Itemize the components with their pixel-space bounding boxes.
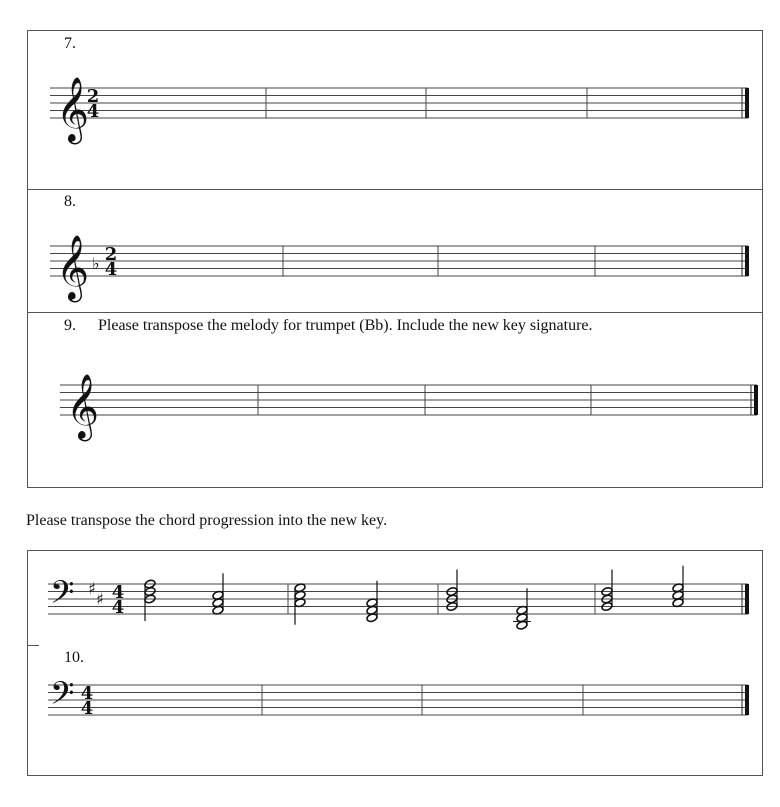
time-signature-top: 4 — [111, 582, 125, 603]
treble-clef-icon: 𝄞 — [56, 77, 90, 142]
time-signature-top: 2 — [86, 86, 100, 107]
exercise-10-number: 10. — [64, 649, 84, 666]
sharp-accidental: ♯ — [88, 579, 96, 598]
time-signature-bottom: 4 — [111, 597, 125, 618]
exercise-8-number: 8. — [64, 193, 76, 210]
flat-accidental: ♭ — [92, 253, 100, 273]
time-signature-bottom: 4 — [80, 698, 94, 719]
time-signature-top: 2 — [104, 244, 118, 265]
treble-clef-icon: 𝄞 — [66, 374, 100, 439]
exercise-9-number: 9. — [64, 317, 76, 334]
time-signature-bottom: 4 — [86, 101, 100, 122]
sharp-accidental: ♯ — [96, 589, 104, 609]
chord-progression-instruction: Please transpose the chord progression into the new key. — [26, 512, 388, 529]
time-signature-bottom: 4 — [104, 259, 118, 280]
time-signature-top: 4 — [80, 683, 94, 704]
bass-clef-icon: 𝄢 — [50, 675, 75, 719]
treble-clef-icon: 𝄞 — [56, 235, 90, 300]
exercise-9-instruction: Please transpose the melody for trumpet (Bb). Include the new key signature. — [98, 317, 593, 334]
bass-clef-icon: 𝄢 — [50, 574, 75, 618]
exercise-7-number: 7. — [64, 35, 76, 52]
